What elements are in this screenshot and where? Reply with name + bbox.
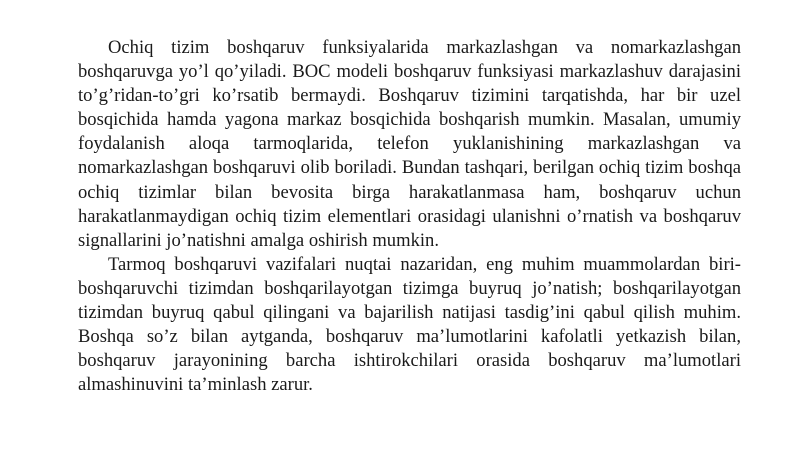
paragraph-1: Ochiq tizim boshqaruv funksiyalarida markazlashgan va nomarkazlashgan boshqaruvga yo’l qo’yiladi. BOC modeli boshqaruv funksiyasi markazlashuv darajasini to’g’ridan-to’gri ko’rsatib bermaydi. Boshqaruv tizimini tarqatishda, har bir uzel bosqichida hamda yagona markaz bosqichida boshqarish mumkin. Masalan, umumiy foydalanish aloqa tarmoqlarida, telefon yuklanishining markazlashgan va nomarkazlashgan boshqaruvi olib boriladi. Bundan tashqari, berilgan ochiq tizim boshqa ochiq tizimlar bilan bevosita birga harakatlanmasa ham, boshqaruv uchun harakatlanmaydigan ochiq tizim elementlari orasidagi ulanishni o’rnatish va boshqaruv signallarini jo’natishni amalga oshirish mumkin. (78, 37, 741, 251)
paragraph-2: Tarmoq boshqaruvi vazifalari nuqtai nazaridan, eng muhim muammolardan biri-boshqaruvchi tizimdan boshqarilayotgan tizimga buyruq jo’natish; boshqarilayotgan tizimdan buyruq qabul qilingani va bajarilish natijasi tasdig’ini qabul qilish muhim. Boshqa so’z bilan aytganda, boshqaruv ma’lumotlarini kafolatli yetkazish bilan, boshqaruv jarayonining barcha ishtirokchilari orasida boshqaruv ma’lumotlari almashinuvini ta’minlash zarur. (78, 253, 741, 396)
document-page (78, 36, 741, 397)
